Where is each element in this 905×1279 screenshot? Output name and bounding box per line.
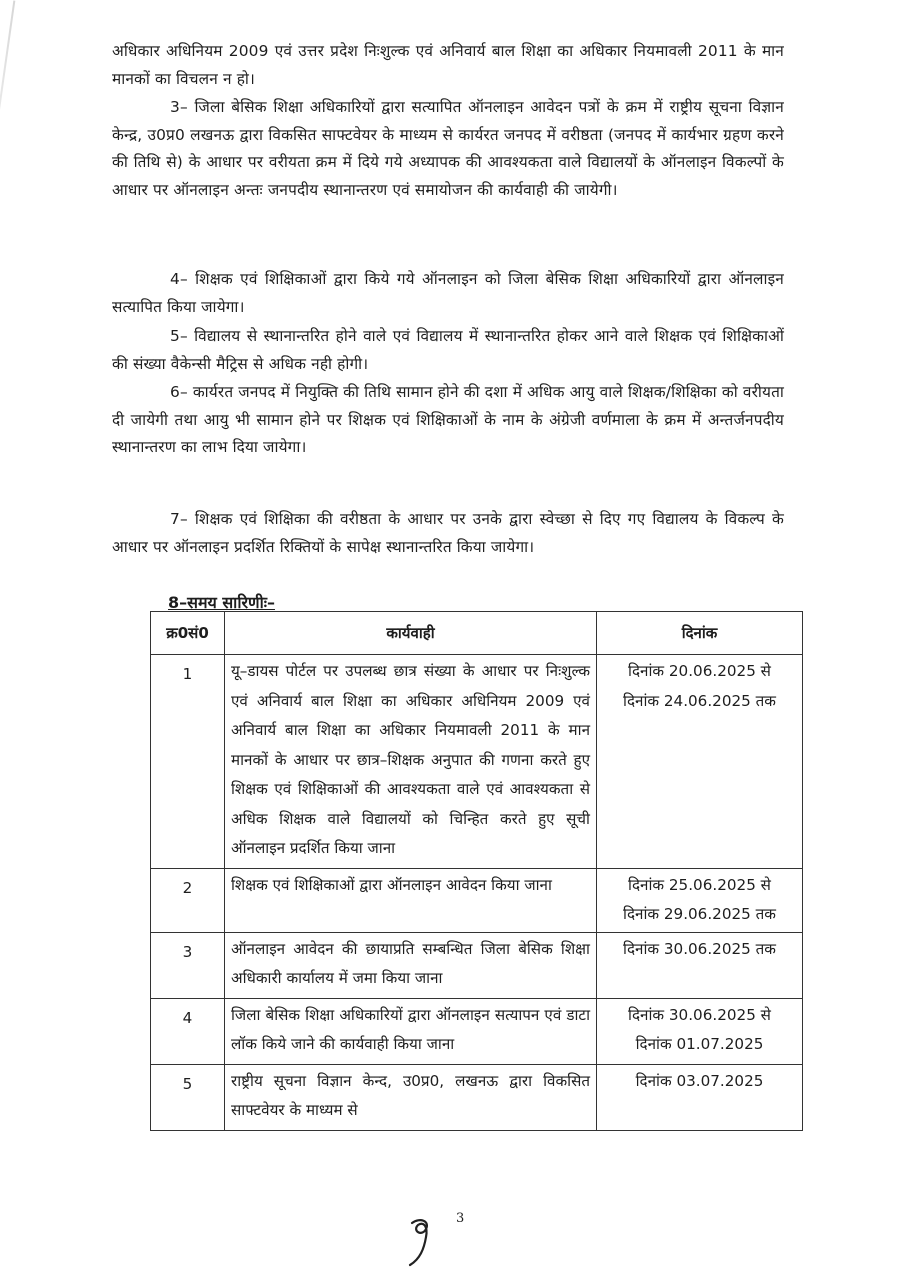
row-date (597, 932, 803, 998)
table-row (151, 998, 803, 1064)
paragraph-continuation: अधिकार अधिनियम 2009 एवं उत्तर प्रदेश निःशुल्क एवं अनिवार्य बाल शिक्षा का अधिकार नियमावली 2011 के मान मानकों का विचलन न हो। (112, 42, 784, 88)
row-serial-number: 2 (151, 868, 225, 932)
schedule-heading: 8–समय सारिणीः– (168, 593, 275, 612)
header-action: कार्यवाही (225, 612, 597, 655)
row-date-line1: दिनांक 30.06.2025 से (628, 1005, 771, 1024)
table-row (151, 868, 803, 932)
row-action: यू–डायस पोर्टल पर उपलब्ध छात्र संख्या के आधार पर निःशुल्क एवं अनिवार्य बाल शिक्षा का अधिकार अधिनियम 2009 एवं अनिवार्य बाल शिक्षा का अधिकार नियमावली 2011 के मान मानकों के आधार पर छात्र–शिक्षक अनुपात की गणना करते हुए शिक्षक एवं शिक्षिकाओं की आवश्यकता वाले एवं आवश्यकता से अधिक शिक्षक वाले विद्यालयों को चिन्हित करते हुए सूची ऑनलाइन प्रदर्शित किया जाना (225, 655, 597, 869)
row-action: शिक्षक एवं शिक्षिकाओं द्वारा ऑनलाइन आवेदन किया जाना (225, 868, 597, 932)
row-date-line2: दिनांक 24.06.2025 तक (623, 691, 776, 710)
row-date-line2: दिनांक 29.06.2025 तक (623, 905, 776, 923)
row-action: राष्ट्रीय सूचना विज्ञान केन्द, उ0प्र0, लखनऊ द्वारा विकसित साफ्टवेयर के माध्यम से (225, 1064, 597, 1130)
paragraph-3: 3– जिला बेसिक शिक्षा अधिकारियों द्वारा सत्यापित ऑनलाइन आवेदन पत्रों के क्रम में राष्ट्रीय सूचना विज्ञान केन्द्र, उ0प्र0 लखनऊ द्वारा विकसित साफ्टवेयर के माध्यम से कार्यरत जनपद में वरीष्ठता (जनपद में कार्यभार ग्रहण करने की तिथि से) के आधार पर वरीयता क्रम में दिये गये अध्यापक की आवश्यकता वाले विद्यालयों के ऑनलाइन विकल्पों के आधार पर ऑनलाइन अन्तः जनपदीय स्थानान्तरण एवं समायोजन की कार्यवाही की जायेगी। (112, 98, 784, 199)
table-header-row (151, 612, 803, 655)
row-date-line1: दिनांक 03.07.2025 (635, 1071, 764, 1090)
row-date (597, 655, 803, 869)
row-action: ऑनलाइन आवेदन की छायाप्रति सम्बन्धित जिला बेसिक शिक्षा अधिकारी कार्यालय में जमा किया जाना (225, 932, 597, 998)
row-serial-number: 3 (151, 932, 225, 998)
header-serial-number: क्र0सं0 (151, 612, 225, 655)
row-serial-number: 1 (151, 655, 225, 869)
row-date (597, 998, 803, 1064)
paragraph-6: 6– कार्यरत जनपद में नियुक्ति की तिथि सामान होने की दशा में अधिक आयु वाले शिक्षक/शिक्षिका को वरीयता दी जायेगी तथा आयु भी सामान होने पर शिक्षक एवं शिक्षिकाओं के नाम के अंग्रेजी वर्णमाला के क्रम में अन्तर्जनपदीय स्थानान्तरण का लाभ दिया जायेगा। (112, 383, 784, 456)
row-serial-number: 5 (151, 1064, 225, 1130)
handwritten-initial-mark (400, 1213, 440, 1269)
paragraph-4: 4– शिक्षक एवं शिक्षिकाओं द्वारा किये गये ऑनलाइन को जिला बेसिक शिक्षा अधिकारियों द्वारा ऑनलाइन सत्यापित किया जायेगा। (112, 270, 784, 316)
table-row (151, 655, 803, 869)
row-date-line1: दिनांक 25.06.2025 से (628, 875, 771, 894)
table-row (151, 1064, 803, 1130)
row-date (597, 1064, 803, 1130)
paragraph-7: 7– शिक्षक एवं शिक्षिका की वरीष्ठता के आधार पर उनके द्वारा स्वेच्छा से दिए गए विद्यालय के विकल्प के आधार पर ऑनलाइन प्रदर्शित रिक्तियों के सापेक्ष स्थानान्तरित किया जायेगा। (112, 510, 784, 556)
row-serial-number: 4 (151, 998, 225, 1064)
row-date-line1: दिनांक 30.06.2025 तक (623, 939, 776, 958)
schedule-table (150, 611, 803, 1131)
scan-margin-mark (0, 0, 15, 119)
page-number: 3 (456, 1211, 465, 1226)
table-row (151, 932, 803, 998)
row-date-line2: दिनांक 01.07.2025 (635, 1035, 764, 1053)
row-action: जिला बेसिक शिक्षा अधिकारियों द्वारा ऑनलाइन सत्यापन एवं डाटा लॉक किये जाने की कार्यवाही किया जाना (225, 998, 597, 1064)
row-date-line1: दिनांक 20.06.2025 से (628, 662, 771, 680)
paragraph-5: 5– विद्यालय से स्थानान्तरित होने वाले एवं विद्यालय में स्थानान्तरित होकर आने वाले शिक्षक एवं शिक्षिकाओं की संख्या वैकेन्सी मैट्रिस से अधिक नही होगी। (112, 327, 784, 373)
row-date (597, 868, 803, 932)
header-date: दिनांक (597, 612, 803, 655)
